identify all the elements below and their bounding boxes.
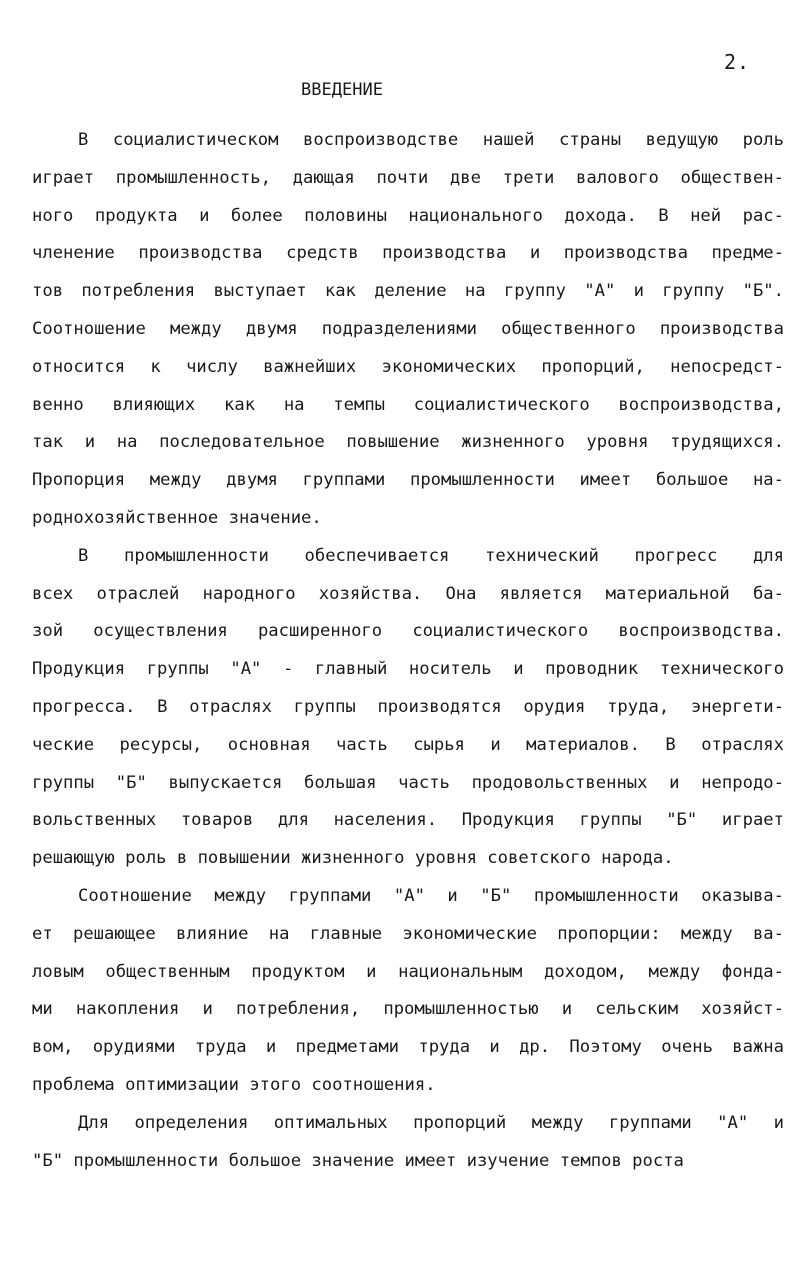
text-line: ми накопления и потребления, промышленностью и сельским хозяйст- — [32, 999, 784, 1020]
text-line: венно влияющих как на темпы социалистического воспроизводства, — [32, 394, 784, 415]
text-line: прогресса. В отраслях группы производятся орудия труда, энергети- — [32, 696, 784, 717]
text-line: группы "Б" выпускается большая часть продовольственных и непродо- — [32, 772, 784, 793]
paragraph — [32, 878, 784, 1105]
paragraph — [32, 538, 784, 878]
text-line: ет решающее влияние на главные экономические пропорции: между ва- — [32, 923, 784, 944]
page-number: 2. — [724, 50, 751, 74]
text-line: зой осуществления расширенного социалистического воспроизводства. — [32, 621, 784, 642]
text-line: роднохозяйственное значение. — [32, 507, 322, 528]
text-line: членение производства средств производства и производства предме- — [32, 243, 784, 264]
text-line: Соотношение между группами "А" и "Б" промышленности оказыва- — [78, 885, 784, 906]
text-line: решающую роль в повышении жизненного уровня советского народа. — [32, 848, 674, 869]
text-line: В промышленности обеспечивается технический прогресс для — [78, 545, 784, 566]
paragraph — [32, 1105, 784, 1181]
text-line: Соотношение между двумя подразделениями общественного производства — [32, 318, 784, 339]
text-line: играет промышленность, дающая почти две трети валового обществен- — [32, 167, 784, 188]
text-line: вом, орудиями труда и предметами труда и др. Поэтому очень важна — [32, 1037, 784, 1058]
text-line: ловым общественным продуктом и национальным доходом, между фонда- — [32, 961, 784, 982]
text-line: В социалистическом воспроизводстве нашей страны ведущую роль — [78, 130, 784, 150]
text-line: всех отраслей народного хозяйства. Она является материальной ба- — [32, 583, 784, 604]
text-line: так и на последовательное повышение жизненного уровня трудящихся. — [32, 432, 784, 453]
text-line: ного продукта и более половины национального дохода. В ней рас- — [32, 205, 784, 226]
text-line: Пропорция между двумя группами промышленности имеет большое на- — [32, 470, 784, 491]
text-line: Для определения оптимальных пропорций между группами "А" и — [78, 1112, 784, 1133]
paragraph — [32, 122, 784, 538]
text-line: тов потребления выступает как деление на группу "А" и группу "Б". — [32, 281, 784, 302]
page-title: ВВЕДЕНИЕ — [301, 80, 383, 100]
text-line: относится к числу важнейших экономических пропорций, непосредст- — [32, 356, 784, 377]
text-line: проблема оптимизации этого соотношения. — [32, 1074, 436, 1095]
text-line: "Б" промышленности большое значение имеет изучение темпов роста — [32, 1150, 684, 1171]
text-line: вольственных товаров для населения. Продукция группы "Б" играет — [32, 810, 784, 831]
body-text — [32, 122, 784, 1180]
text-line: ческие ресурсы, основная часть сырья и материалов. В отраслях — [32, 734, 784, 755]
text-line: Продукция группы "А" - главный носитель и проводник технического — [32, 659, 784, 680]
